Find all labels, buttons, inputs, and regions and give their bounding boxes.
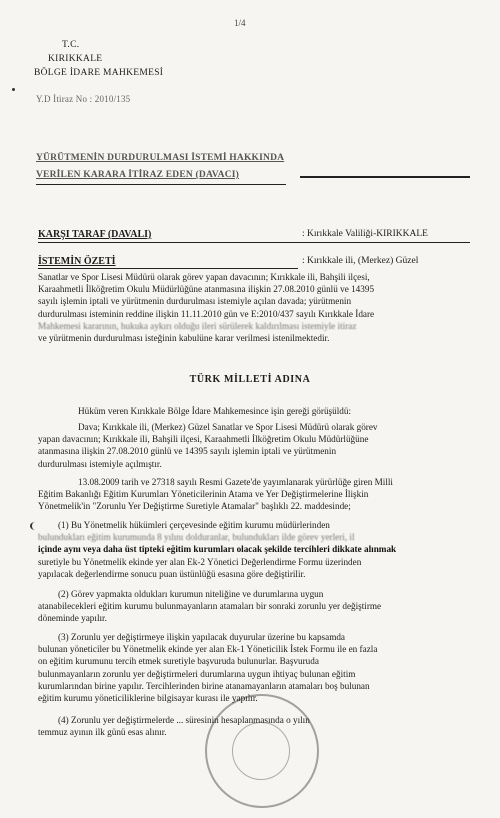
karsi-taraf-rule bbox=[38, 242, 470, 243]
gazete-line: 13.08.2009 tarih ve 27318 sayılı Resmi Gazete'de yayımlanarak yürürlüğe giren Milli bbox=[78, 477, 393, 487]
ozet-text bbox=[38, 271, 470, 344]
paragraph-madde-3 bbox=[38, 631, 470, 704]
madde-2-line: atanabilecekleri eğitim kurumu bulunmayanların atamaları bir sonraki zorunlu yer değiştirme bbox=[38, 601, 382, 612]
madde-1-line: (1) Bu Yönetmelik hükümleri çerçevesinde eğitim kurumu müdürlerinden bbox=[58, 520, 330, 530]
madde-3-line: on eğitim kurumunu tercih etmek suretiyle başvuruda bulunurlar. Başvuruda bbox=[38, 656, 319, 667]
court-line-tc: T.C. bbox=[62, 40, 80, 50]
subject-line-1: YÜRÜTMENİN DURDURULMASI İSTEMİ HAKKINDA bbox=[36, 153, 285, 163]
paragraph-hukum: Hüküm veren Kırıkkale Bölge İdare Mahkemesince işin gereği görüşüldü: bbox=[78, 406, 351, 416]
dava-line: durdurulması istemiyle açılmıştır. bbox=[38, 458, 162, 469]
madde-3-line: eğitim kurumu yöneticiliklerine bilgisayar kurası ile yapılır. bbox=[38, 693, 258, 704]
page-number: 1/4 bbox=[234, 18, 246, 28]
madde-3-line: bulunan yöneticiler bu Yönetmelik ekinde yer alan Ek-1 Yöneticilik İstek Formu ile en fazla bbox=[38, 644, 378, 655]
paragraph-resmi-gazete bbox=[38, 476, 470, 513]
heading-turk-milleti-adina: TÜRK MİLLETİ ADINA bbox=[189, 374, 311, 385]
gazete-line: Yönetmelik'in "Zorunlu Yer Değiştirme Suretiyle Atamalar" başlıklı 22. maddesinde; bbox=[38, 501, 351, 512]
dava-line: yapan davacının; Kırıkkale ili, Bahşili ilçesi, Karaahmetli İlköğretim Okulu Müdürlüğüne bbox=[38, 434, 369, 445]
subject-line-2: VERİLEN KARARA İTİRAZ EDEN (DAVACI) bbox=[36, 170, 240, 180]
madde-1-line: suretiyle bu Yönetmelik ekinde yer alan Ek-2 Yönetici Değerlendirme Formu üzerinden bbox=[38, 556, 362, 567]
istemin-ozeti-value: : Kırıkkale ili, (Merkez) Güzel bbox=[302, 256, 419, 266]
madde-3-line: bulunmayanların zorunlu yer değiştirmeleri durumlarına uygun ihtiyaç bulunan eğitim bbox=[38, 668, 356, 679]
madde-4-line: temmuz ayının ilk günü esas alınır. bbox=[38, 727, 167, 738]
redaction-line bbox=[300, 176, 470, 178]
dava-line: Dava; Kırıkkale ili, (Merkez) Güzel Sanatlar ve Spor Lisesi Müdürü olarak görev bbox=[78, 422, 378, 432]
gazete-line: Eğitim Bakanlığı Eğitim Kurumları Yöneticilerinin Atama ve Yer Değiştirmelerine İlişkin bbox=[38, 489, 369, 500]
ozet-line: Mahkemesi kararının, hukuka aykırı olduğu ileri sürülerek kaldırılması istemiyle itiraz bbox=[38, 320, 357, 331]
court-header bbox=[34, 38, 163, 80]
madde-3-line: kurumlarından birine yapılır. Tercihlerinden birine atanamayanların atamaları boş bulunan bbox=[38, 680, 370, 691]
ozet-line: ve yürütmenin durdurulması isteğinin kabulüne karar verilmesi istenilmektedir. bbox=[38, 333, 330, 344]
madde-1-line: bulundukları eğitim kurumunda 8 yılını dolduranlar, bulundukları ilde görev yerleri, il bbox=[38, 532, 355, 543]
dava-line: atanmasına ilişkin 27.08.2010 günlü ve 14395 sayılı işlemin iptali ve yürütmenin bbox=[38, 446, 337, 457]
paragraph-madde-1 bbox=[38, 519, 470, 580]
paragraph-madde-2 bbox=[38, 588, 470, 625]
itiraz-number: Y.D İtiraz No : 2010/135 bbox=[36, 94, 131, 104]
madde-4-line: (4) Zorunlu yer değiştirmelerde ... süresinin hesaplanmasında o yılın bbox=[58, 715, 310, 725]
ozet-line: Sanatlar ve Spor Lisesi Müdürü olarak görev yapan davacının; Kırıkkale ili, Bahşili ilçesi, bbox=[38, 272, 370, 282]
court-line-city: KIRIKKALE bbox=[48, 54, 103, 64]
karsi-taraf-label: KARŞI TARAF (DAVALI) bbox=[38, 229, 152, 240]
ozet-rule bbox=[38, 268, 298, 269]
ozet-line: sayılı işlemin iptali ve yürütmenin durdurulması istemiyle açılan davada; yürütmenin bbox=[38, 296, 352, 307]
court-seal-emblem bbox=[232, 722, 290, 780]
istemin-ozeti-label: İSTEMİN ÖZETİ bbox=[38, 256, 116, 267]
madde-3-line: (3) Zorunlu yer değiştirmeye ilişkin yapılacak duyurular üzerine bu kapsamda bbox=[58, 632, 346, 642]
paragraph-dava bbox=[38, 421, 470, 470]
madde-2-line: döneminde yapılır. bbox=[38, 613, 107, 624]
ozet-line: durdurulması isteminin reddine ilişkin 11.11.2010 gün ve E:2010/437 sayılı Kırıkkale İdare bbox=[38, 308, 375, 319]
subject-rule bbox=[36, 184, 286, 185]
madde-1-line: yapılacak değerlendirme sonucu puan üstünlüğü esasına göre değiştirilir. bbox=[38, 568, 306, 579]
madde-2-line: (2) Görev yapmakta oldukları kurumun niteliğine ve durumlarına uygun bbox=[58, 589, 324, 599]
subject-block bbox=[36, 150, 284, 184]
scan-speck bbox=[12, 88, 15, 91]
karsi-taraf-value: : Kırıkkale Valiliği-KIRIKKALE bbox=[302, 229, 428, 239]
madde-1-line: içinde aynı veya daha üst tipteki eğitim kurumları olacak şekilde tercihleri dikkate alınmak bbox=[38, 544, 397, 555]
court-line-name: BÖLGE İDARE MAHKEMESİ bbox=[34, 68, 164, 78]
ozet-line: Karaahmetli İlköğretim Okulu Müdürlüğüne atanmasına ilişkin 27.08.2010 günlü ve 14395 bbox=[38, 284, 375, 295]
